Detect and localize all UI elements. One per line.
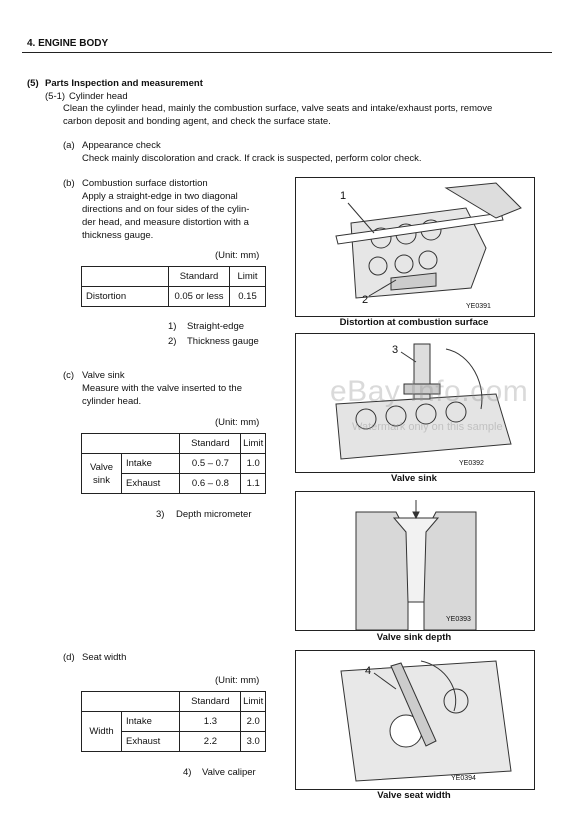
tool-name: Thickness gauge [187,336,259,347]
watermark: eBay Info.com [330,375,529,408]
item-c-label: (c) [63,370,75,381]
figure-code: YE0394 [451,775,476,782]
section-header: 4. ENGINE BODY [27,38,109,49]
item-b-line: der head, and measure distortion with a [82,217,249,228]
figure-caption: Valve sink depth [376,632,452,643]
figure-distortion [295,177,535,317]
callout-2: 2 [362,294,369,306]
section-title: Parts Inspection and measurement [45,78,203,89]
table-group-label: Width [82,712,122,752]
figure-code: YE0392 [459,460,484,467]
valve-caliper-illustration [296,651,534,789]
item-c-line: cylinder head. [82,396,142,407]
item-b-label: (b) [63,178,75,189]
unit-label: (Unit: mm) [215,417,260,428]
callout-3: 3 [392,344,399,356]
item-b-line: thickness gauge. [82,230,154,241]
table-row-label: Exhaust [122,474,180,494]
table-cell-limit: 0.15 [230,287,266,307]
item-a-label: (a) [63,140,75,151]
tool-number: 4) [183,767,192,778]
table-header-standard: Standard [169,267,230,287]
intro-line-2: carbon deposit and bonding agent, and check the surface state. [63,116,331,127]
figure-code: YE0391 [466,303,491,310]
tool-name: Straight-edge [187,321,245,332]
table-corner [82,434,180,454]
figure-caption: Distortion at combustion surface [339,317,489,328]
unit-label: (Unit: mm) [215,250,260,261]
callout-1: 1 [340,190,347,202]
figure-caption: Valve sink [391,473,437,484]
item-c-title: Valve sink [82,370,125,381]
table-row-label: Intake [122,454,180,474]
figure-valve-seat-width [295,650,535,790]
table-cell-standard: 1.3 [180,712,241,732]
item-c-line: Measure with the valve inserted to the [82,383,243,394]
subsection-number: (5-1) [45,91,66,102]
seat-width-table [81,691,266,752]
valve-sink-table [81,433,266,494]
tool-name: Valve caliper [202,767,256,778]
figure-valve-sink-depth [295,491,535,631]
table-row-label: Exhaust [122,732,180,752]
distortion-table [81,266,266,307]
table-cell-limit: 1.0 [241,454,266,474]
table-row-label: Intake [122,712,180,732]
item-b-line: Apply a straight-edge in two diagonal [82,191,238,202]
table-corner [82,692,180,712]
valve-cross-section-illustration [296,492,534,630]
unit-label: (Unit: mm) [215,675,260,686]
table-header-limit: Limit [230,267,266,287]
subsection-title: Cylinder head [69,91,128,102]
table-group-label [82,454,122,494]
watermark-subtext: Watermark only on this sample [352,421,503,433]
item-d-label: (d) [63,652,75,663]
tool-number: 3) [156,509,165,520]
item-a-title: Appearance check [82,140,161,151]
table-cell-limit: 3.0 [241,732,266,752]
table-row-label: Distortion [82,287,169,307]
table-corner [82,267,169,287]
item-d-title: Seat width [82,652,127,663]
tool-number: 1) [168,321,177,332]
table-header-standard: Standard [180,434,241,454]
figure-caption: Valve seat width [377,790,451,801]
table-cell-standard: 0.6 – 0.8 [180,474,241,494]
group-label-line: sink [93,474,110,486]
callout-4: 4 [365,665,372,677]
table-cell-standard: 0.05 or less [169,287,230,307]
intro-line-1: Clean the cylinder head, mainly the combustion surface, valve seats and intake/exhaust ports, remove [63,103,493,114]
table-cell-limit: 2.0 [241,712,266,732]
item-b-line: directions and on four sides of the cylin- [82,204,250,215]
item-a-text: Check mainly discoloration and crack. If crack is suspected, perform color check. [82,153,422,164]
tool-name: Depth micrometer [176,509,252,520]
table-header-standard: Standard [180,692,241,712]
figure-code: YE0393 [446,616,471,623]
table-cell-limit: 1.1 [241,474,266,494]
table-cell-standard: 0.5 – 0.7 [180,454,241,474]
section-number: (5) [27,78,39,89]
cylinder-head-straight-edge-illustration [296,178,534,316]
group-label-line: Valve [89,461,114,473]
table-cell-standard: 2.2 [180,732,241,752]
tool-number: 2) [168,336,177,347]
item-b-title: Combustion surface distortion [82,178,208,189]
table-header-limit: Limit [241,434,266,454]
table-header-limit: Limit [241,692,266,712]
header-rule [22,52,552,53]
